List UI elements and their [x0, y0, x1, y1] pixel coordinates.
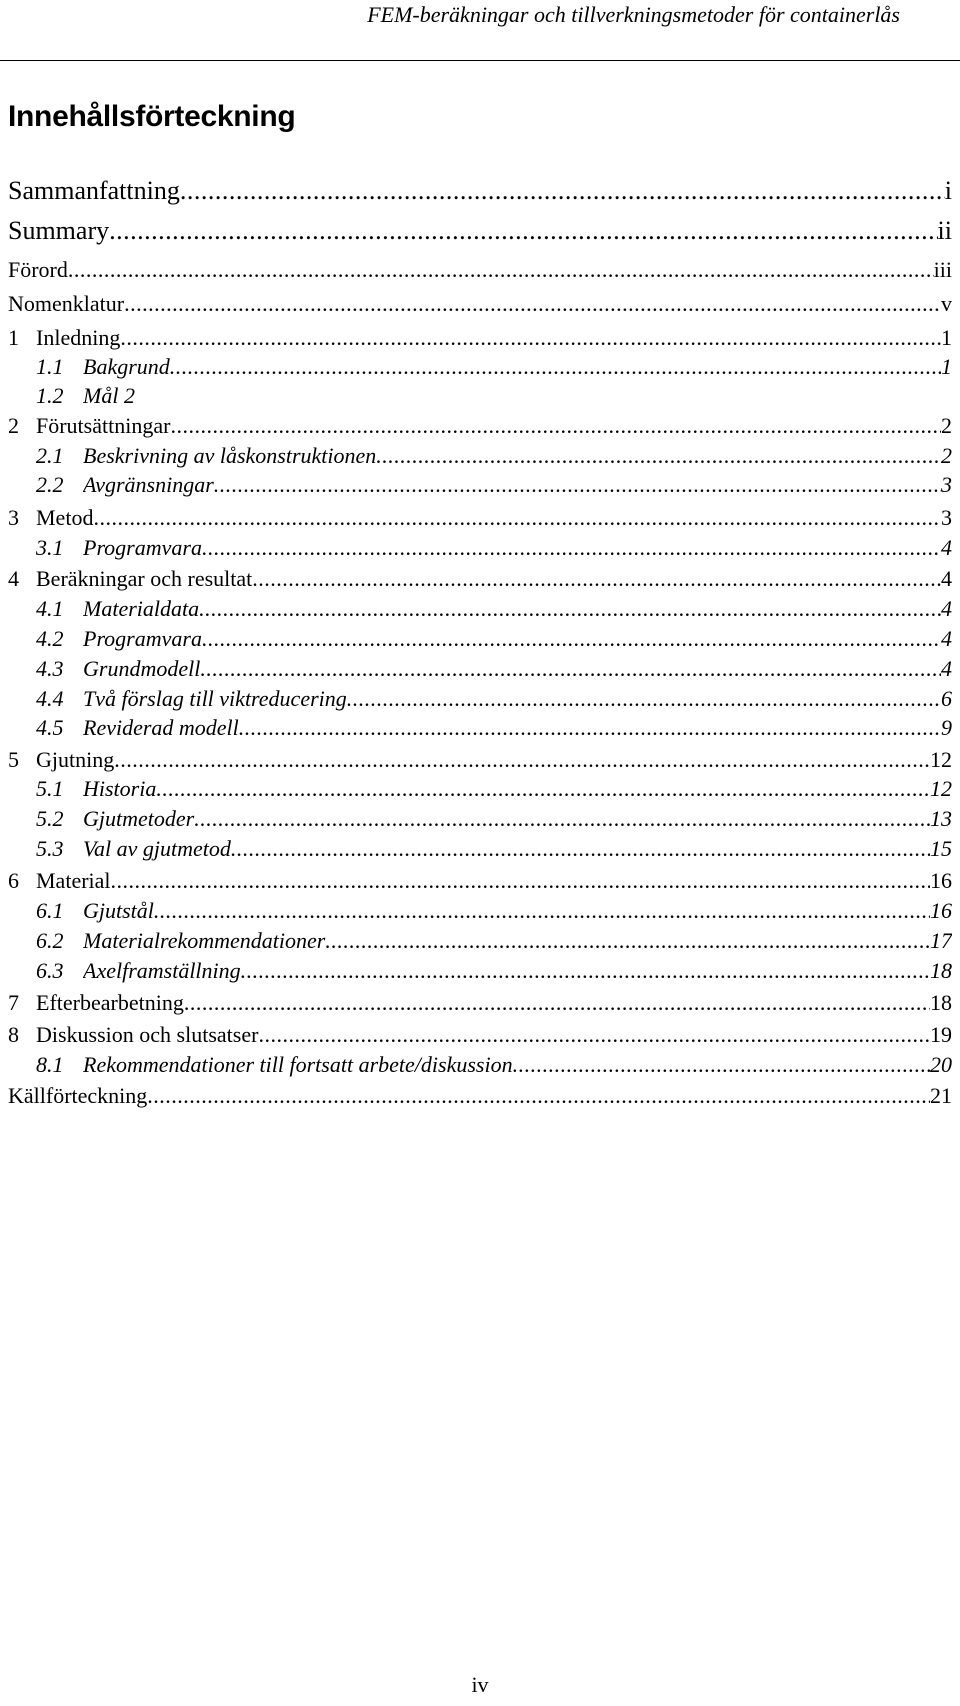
- toc-entry-number: 6: [8, 868, 19, 893]
- toc-entry[interactable]: [0, 535, 960, 567]
- toc-entry[interactable]: [0, 686, 960, 718]
- toc-entry-title: Inledning: [36, 325, 121, 350]
- toc-entry-number: 8: [8, 1022, 19, 1047]
- toc-entry[interactable]: [0, 354, 960, 386]
- toc-leader-dots: [241, 958, 930, 984]
- toc-entry-title: Förutsättningar: [36, 413, 171, 438]
- toc-leader-dots: [93, 505, 941, 531]
- toc-leader-dots: [184, 990, 930, 1016]
- toc-entry-page: v: [941, 291, 952, 316]
- toc-leader-dots: [231, 836, 930, 862]
- toc-leader-dots: [124, 291, 941, 317]
- toc-entry-number: 2.2: [36, 472, 64, 497]
- toc-entry-page: 17: [930, 928, 952, 953]
- toc-entry-page: iii: [933, 257, 952, 282]
- toc-entry-number: 4.2: [36, 626, 64, 651]
- toc-entry-page: 13: [930, 806, 952, 831]
- toc-entry-title: Sammanfattning: [8, 176, 180, 205]
- toc-entry[interactable]: [0, 291, 960, 323]
- toc-entry[interactable]: [0, 505, 960, 537]
- toc-entry-page: 2: [941, 413, 952, 438]
- toc-leader-dots: [147, 1083, 930, 1109]
- toc-entry[interactable]: [0, 472, 960, 504]
- toc-entry-page: 6: [941, 686, 952, 711]
- toc-entry-page: 2: [941, 443, 952, 468]
- toc-entry[interactable]: [0, 747, 960, 779]
- toc-entry-number: 3: [8, 505, 19, 530]
- toc-entry[interactable]: [0, 257, 960, 289]
- toc-leader-dots: [68, 257, 934, 283]
- toc-entry-title: Historia: [83, 776, 157, 801]
- toc-entry-title: Beskrivning av låskonstruktionen: [83, 443, 377, 468]
- toc-entry[interactable]: [0, 868, 960, 900]
- toc-entry-number: 5.3: [36, 836, 64, 861]
- toc-entry-page: 3: [941, 472, 952, 497]
- toc-entry-number: 4.5: [36, 715, 64, 740]
- toc-entry-title: Summary: [8, 216, 110, 245]
- toc-entry[interactable]: [0, 806, 960, 838]
- toc-entry-title: Gjutning: [36, 747, 115, 772]
- toc-entry-title: Rekommendationer till fortsatt arbete/diskussion: [83, 1052, 513, 1077]
- toc-leader-dots: [170, 354, 941, 380]
- toc-leader-dots: [170, 413, 941, 439]
- toc-entry-number: 5.1: [36, 776, 64, 801]
- toc-entry[interactable]: [0, 836, 960, 868]
- toc-entry-number: 1: [8, 325, 19, 350]
- toc-leader-dots: [325, 928, 930, 954]
- toc-entry[interactable]: [0, 990, 960, 1022]
- toc-leader-dots: [202, 626, 941, 652]
- toc-leader-dots: [347, 686, 941, 712]
- toc-leader-dots: [111, 868, 930, 894]
- page-number: iv: [471, 1672, 489, 1697]
- toc-entry-title: Metod: [36, 505, 94, 530]
- toc-entry-page: 19: [930, 1022, 952, 1047]
- toc-entry-title: Programvara: [83, 626, 202, 651]
- toc-entry-page: 18: [930, 958, 952, 983]
- toc-entry-title: Två förslag till viktreducering: [83, 686, 347, 711]
- toc-leader-dots: [120, 325, 941, 351]
- toc-entry-page: 4: [941, 566, 952, 591]
- toc-entry[interactable]: [0, 413, 960, 445]
- toc-leader-dots: [513, 1052, 930, 1078]
- toc-entry-title: Materialrekommendationer: [83, 928, 326, 953]
- toc-entry-page: 3: [941, 505, 952, 530]
- toc-entry[interactable]: [0, 928, 960, 960]
- toc-entry-title: Avgränsningar: [83, 472, 214, 497]
- header-rule: [0, 60, 960, 61]
- toc-entry-title: Beräkningar och resultat: [36, 566, 253, 591]
- toc-entry-number: 1.2: [36, 383, 64, 408]
- toc-entry[interactable]: [0, 626, 960, 658]
- header-title: FEM-beräkningar och tillverkningsmetoder för containerlås: [367, 2, 900, 27]
- toc-leader-dots: [199, 596, 941, 622]
- toc-entry-page: 20: [930, 1052, 952, 1077]
- toc-entry-title: Källförteckning: [8, 1083, 148, 1108]
- toc-entry-page: 15: [930, 836, 952, 861]
- toc-entry-title: Diskussion och slutsatser: [36, 1022, 259, 1047]
- toc-entry-page: 16: [930, 898, 952, 923]
- toc-entry-number: 5.2: [36, 806, 64, 831]
- toc-entry-page: 12: [930, 776, 952, 801]
- toc-entry-page: 9: [941, 715, 952, 740]
- toc-entry-page: 21: [930, 1083, 952, 1108]
- toc-entry-page: i: [944, 176, 952, 205]
- toc-entry-title: Bakgrund: [83, 354, 170, 379]
- toc-entry[interactable]: [0, 566, 960, 598]
- toc-entry-number: 2.1: [36, 443, 64, 468]
- toc-entry[interactable]: [0, 216, 960, 248]
- toc-entry-page: 16: [930, 868, 952, 893]
- toc-entry-number: 6.2: [36, 928, 64, 953]
- toc-leader-dots: [376, 443, 941, 469]
- toc-entry-page: 4: [941, 535, 952, 560]
- toc-leader-dots: [258, 1022, 930, 1048]
- toc-entry-page: 1: [941, 325, 952, 350]
- toc-entry-number: 6.3: [36, 958, 64, 983]
- toc-entry-number: 3.1: [36, 535, 64, 560]
- toc-leader-dots: [200, 656, 941, 682]
- toc-entry[interactable]: [0, 383, 960, 415]
- toc-entry[interactable]: [0, 1083, 960, 1115]
- toc-entry[interactable]: [0, 1022, 960, 1054]
- toc-entry[interactable]: [0, 176, 960, 208]
- toc-entry[interactable]: [0, 958, 960, 990]
- toc-entry-page: 18: [930, 990, 952, 1015]
- toc-entry-title: Materialdata: [83, 596, 200, 621]
- toc-entry-number: 6.1: [36, 898, 64, 923]
- toc-entry-title: Val av gjutmetod: [83, 836, 231, 861]
- toc-entry-page: 12: [930, 747, 952, 772]
- toc-leader-dots: [194, 806, 930, 832]
- toc-entry-number: 1.1: [36, 354, 64, 379]
- toc-entry-title: Gjutmetoder: [83, 806, 195, 831]
- toc-entry-title: Nomenklatur: [8, 291, 125, 316]
- toc-entry[interactable]: [0, 715, 960, 747]
- toc-entry[interactable]: [0, 443, 960, 475]
- toc-leader-dots: [214, 472, 941, 498]
- toc-entry-page: 4: [941, 596, 952, 621]
- toc-entry-page: 4: [941, 626, 952, 651]
- toc-entry-title: Axelframställning: [83, 958, 241, 983]
- toc-entry-title: Grundmodell: [83, 656, 201, 681]
- toc-entry-title: Mål 2: [83, 383, 135, 408]
- toc-entry-title: Programvara: [83, 535, 202, 560]
- toc-entry-title: Material: [36, 868, 111, 893]
- toc-entry-number: 4.1: [36, 596, 64, 621]
- toc-entry-page: 1: [941, 354, 952, 379]
- toc-entry-title: Reviderad modell: [83, 715, 239, 740]
- toc-entry[interactable]: [0, 325, 960, 357]
- page-header: [0, 0, 960, 48]
- toc-leader-dots: [154, 898, 930, 924]
- toc-entry[interactable]: [0, 656, 960, 688]
- toc-entry-number: 7: [8, 990, 19, 1015]
- toc-entry-number: 4.3: [36, 656, 64, 681]
- toc-entry-number: 5: [8, 747, 19, 772]
- toc-leader-dots: [114, 747, 930, 773]
- toc-entry-title: Efterbearbetning: [36, 990, 184, 1015]
- toc-entry[interactable]: [0, 898, 960, 930]
- toc-leader-dots: [202, 535, 941, 561]
- toc-heading: Innehållsförteckning: [8, 100, 296, 133]
- toc-entry-page: ii: [937, 216, 952, 245]
- toc-entry-page: 4: [941, 656, 952, 681]
- toc-leader-dots: [180, 176, 945, 206]
- toc-leader-dots: [252, 566, 941, 592]
- toc-leader-dots: [239, 715, 941, 741]
- toc-entry[interactable]: [0, 776, 960, 808]
- toc-leader-dots: [156, 776, 930, 802]
- toc-entry-number: 4: [8, 566, 19, 591]
- toc-entry-number: 4.4: [36, 686, 64, 711]
- toc-entry-title: Förord: [8, 257, 68, 282]
- toc-entry[interactable]: [0, 1052, 960, 1084]
- toc-entry-title: Gjutstål: [83, 898, 154, 923]
- toc-entry-number: 8.1: [36, 1052, 64, 1077]
- toc-leader-dots: [109, 216, 937, 246]
- toc-entry-number: 2: [8, 413, 19, 438]
- toc-entry[interactable]: [0, 596, 960, 628]
